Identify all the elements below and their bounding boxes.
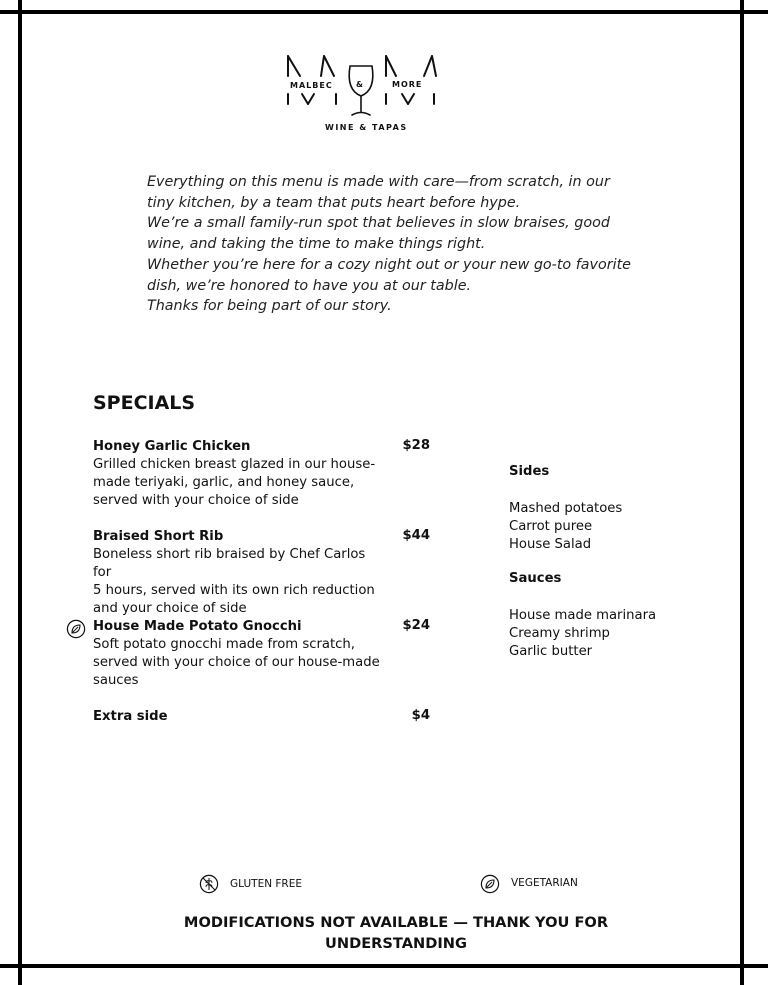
gluten-free-label: GLUTEN FREE xyxy=(230,878,302,890)
item-name-house-made-potato-gnocchi: House Made Potato Gnocchi xyxy=(93,619,302,634)
desc-line: made teriyaki, garlic, and honey sauce, xyxy=(93,475,355,490)
intro-line: wine, and taking the time to make things right. xyxy=(147,236,486,253)
item-price-honey-garlic-chicken: $28 xyxy=(402,438,430,453)
desc-line: and your choice of side xyxy=(93,601,247,616)
sides-list xyxy=(509,500,622,554)
logo-right-word: MORE xyxy=(392,80,423,89)
sauces-list xyxy=(509,607,656,661)
intro-line: tiny kitchen, by a team that puts heart before hype. xyxy=(147,194,521,211)
desc-line: Boneless short rib braised by Chef Carlos for xyxy=(93,547,366,580)
sauce-item: House made marinara xyxy=(509,608,657,623)
intro-line: dish, we’re honored to have you at our table. xyxy=(147,277,472,294)
sauce-item: Garlic butter xyxy=(509,644,593,659)
item-price-house-made-potato-gnocchi: $24 xyxy=(402,618,430,633)
item-name-extra-side: Extra side xyxy=(93,709,168,724)
desc-line: served with your choice of our house-made xyxy=(93,655,380,670)
intro-text xyxy=(147,172,637,317)
intro-line: We’re a small family-run spot that believes in slow braises, good xyxy=(147,215,610,232)
item-name-honey-garlic-chicken: Honey Garlic Chicken xyxy=(93,439,251,454)
item-price-extra-side: $4 xyxy=(411,708,430,723)
intro-line: Whether you’re here for a cozy night out or your new go-to favorite xyxy=(147,256,631,273)
frame-right-line xyxy=(740,0,744,985)
footer-notice: MODIFICATIONS NOT AVAILABLE — THANK YOU FOR UNDERSTANDING xyxy=(183,914,609,952)
logo-tagline: WINE & TAPAS xyxy=(325,123,408,132)
logo-amp: & xyxy=(356,80,364,89)
sauces-title: Sauces xyxy=(509,571,562,586)
desc-line: sauces xyxy=(93,673,139,688)
item-desc-house-made-potato-gnocchi xyxy=(93,636,383,690)
side-item: Carrot puree xyxy=(509,519,593,534)
vegetarian-label: VEGETARIAN xyxy=(511,877,578,889)
vegetarian-legend-icon xyxy=(480,874,500,894)
item-price-braised-short-rib: $44 xyxy=(402,528,430,543)
logo xyxy=(284,50,440,135)
vegetarian-icon xyxy=(66,619,86,639)
side-item: House Salad xyxy=(509,537,592,552)
intro-line: Thanks for being part of our story. xyxy=(147,298,392,315)
desc-line: served with your choice of side xyxy=(93,493,299,508)
desc-line: Grilled chicken breast glazed in our house- xyxy=(93,457,376,472)
side-item: Mashed potatoes xyxy=(509,501,623,516)
logo-left-word: MALBEC xyxy=(290,81,333,90)
gluten-free-icon xyxy=(199,874,219,894)
sauce-item: Creamy shrimp xyxy=(509,626,610,641)
frame-top-line xyxy=(0,10,768,14)
item-desc-braised-short-rib xyxy=(93,546,383,618)
item-desc-honey-garlic-chicken xyxy=(93,456,383,510)
item-name-braised-short-rib: Braised Short Rib xyxy=(93,529,224,544)
frame-left-line xyxy=(18,0,22,985)
desc-line: Soft potato gnocchi made from scratch, xyxy=(93,637,355,652)
sides-title: Sides xyxy=(509,464,550,479)
specials-title: SPECIALS xyxy=(93,392,196,414)
intro-line: Everything on this menu is made with care—from scratch, in our xyxy=(147,174,610,190)
desc-line: 5 hours, served with its own rich reduction xyxy=(93,583,375,598)
frame-bottom-line xyxy=(0,964,768,968)
